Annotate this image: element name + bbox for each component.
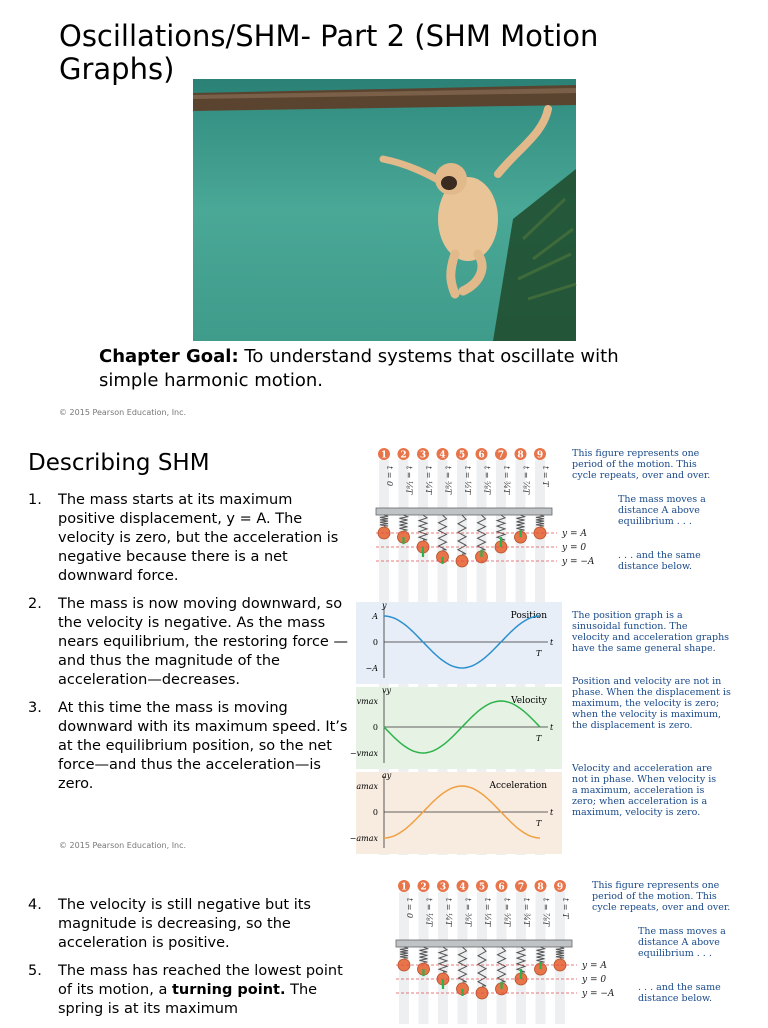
step-list bbox=[28, 896, 348, 1028]
step-number: 5 bbox=[458, 450, 466, 461]
step-number: 3 bbox=[439, 882, 447, 893]
figure-note: The mass moves a bbox=[638, 926, 726, 937]
acceleration-graph-tick-min: −amax bbox=[349, 834, 378, 843]
chapter-goal bbox=[99, 345, 659, 393]
position-graph-tick-zero: 0 bbox=[372, 638, 378, 647]
ceiling-bar bbox=[396, 940, 572, 947]
position-graph-t-label: t bbox=[550, 638, 554, 647]
mass-circle bbox=[554, 959, 566, 971]
step-number: 3 bbox=[419, 450, 427, 461]
slide-3 bbox=[0, 864, 768, 1024]
acceleration-graph-t-label: t bbox=[550, 808, 554, 817]
acceleration-graph-tick-zero: 0 bbox=[372, 808, 378, 817]
step-number: 6 bbox=[478, 450, 485, 461]
step-number: 6 bbox=[498, 882, 505, 893]
time-label: t = ⅞T bbox=[521, 466, 531, 495]
velocity-graph-period-label: T bbox=[536, 734, 542, 743]
figure-note: . . . and the same bbox=[618, 550, 701, 561]
list-item: 2. The mass is now moving downward, so the velocity is negative. As the mass nears equilibrium, the restoring force —and thus the magnitude of the acceleration—decreases. bbox=[28, 596, 348, 688]
figure-note: distance A above bbox=[638, 937, 720, 948]
chapter-goal-label: Chapter Goal: bbox=[99, 346, 239, 367]
slide-title: Describing SHM bbox=[28, 450, 210, 476]
time-label: t = ½T bbox=[483, 898, 492, 927]
step-number: 5 bbox=[478, 882, 486, 893]
slide-title: Oscillations/SHM- Part 2 (SHM Motion Graphs) bbox=[59, 19, 599, 86]
slide-2 bbox=[0, 432, 768, 864]
acceleration-graph-period-label: T bbox=[536, 819, 542, 828]
time-label: t = ⅝T bbox=[482, 466, 492, 495]
figure-note: Position and velocity are not in bbox=[572, 676, 722, 687]
time-label: t = T bbox=[541, 466, 550, 487]
step-number: 1 bbox=[400, 882, 408, 893]
figure-note: The mass moves a bbox=[618, 494, 706, 505]
figure-note: period of the motion. This bbox=[592, 891, 717, 902]
figure-note: a maximum, acceleration is bbox=[572, 785, 705, 796]
chapter-goal-text: To understand systems that oscillate with simple harmonic motion. bbox=[99, 346, 619, 391]
velocity-graph-tick-min: −vmax bbox=[349, 749, 378, 758]
figure-note: cycle repeats, over and over. bbox=[572, 470, 711, 481]
figure-note: sinusoidal function. The bbox=[572, 621, 688, 632]
step-list bbox=[28, 491, 348, 803]
reference-label: y = A bbox=[562, 529, 587, 539]
time-label: t = 0 bbox=[385, 466, 394, 487]
figure-note: This figure represents one bbox=[592, 880, 720, 891]
figure-note: maximum, velocity is zero. bbox=[572, 807, 701, 818]
copyright: © 2015 Pearson Education, Inc. bbox=[59, 408, 187, 417]
velocity-graph-axis-letter: vy bbox=[382, 686, 392, 695]
time-label: t = 0 bbox=[405, 898, 414, 919]
time-label: t = ¾T bbox=[522, 898, 531, 927]
step-number: 1 bbox=[380, 450, 388, 461]
figure-note: phase. When the displacement is bbox=[572, 687, 731, 698]
time-label: t = ¾T bbox=[502, 466, 511, 495]
acceleration-graph-axis-letter: ay bbox=[382, 771, 392, 780]
velocity-graph-tick-zero: 0 bbox=[372, 723, 378, 732]
slide-1 bbox=[0, 0, 768, 432]
step-number: 2 bbox=[400, 450, 407, 461]
step-number: 7 bbox=[517, 882, 525, 893]
ceiling-bar bbox=[376, 508, 552, 515]
velocity-graph-t-label: t bbox=[550, 723, 554, 732]
acceleration-graph-tick-max: amax bbox=[356, 782, 378, 791]
time-label: t = ¼T bbox=[424, 466, 433, 495]
figure-note: equilibrium . . . bbox=[618, 516, 692, 527]
reference-label: y = −A bbox=[562, 557, 595, 567]
list-item: 4. The velocity is still negative but its magnitude is decreasing, so the acceleration is positive. bbox=[28, 897, 311, 951]
reference-label: y = A bbox=[582, 961, 607, 971]
step-number: 9 bbox=[536, 450, 544, 461]
figure-note: equilibrium . . . bbox=[638, 948, 712, 959]
time-label: t = ⅛T bbox=[404, 466, 414, 495]
step-number: 8 bbox=[517, 450, 524, 461]
step-number: 7 bbox=[497, 450, 505, 461]
time-label: t = ⅞T bbox=[541, 898, 551, 927]
step-number: 8 bbox=[537, 882, 544, 893]
time-label: t = ⅜T bbox=[443, 466, 453, 495]
time-label: t = ⅜T bbox=[463, 898, 473, 927]
mass-circle bbox=[534, 527, 546, 539]
list-item: 3. At this time the mass is moving downward with its maximum speed. It’s at the equilibrium position, so the net force—and thus the acceleration—is zero. bbox=[28, 700, 348, 792]
time-label: t = ⅛T bbox=[424, 898, 434, 927]
position-graph-tick-min: −A bbox=[365, 664, 378, 673]
reference-label: y = −A bbox=[582, 989, 615, 999]
figure-note: period of the motion. This bbox=[572, 459, 697, 470]
step-number: 2 bbox=[420, 882, 427, 893]
copyright: © 2015 Pearson Education, Inc. bbox=[59, 841, 187, 850]
time-label: t = ⅝T bbox=[502, 898, 512, 927]
figure-note: distance below. bbox=[618, 561, 693, 572]
position-graph-axis-letter: y bbox=[382, 601, 387, 610]
position-graph-title: Position bbox=[510, 611, 547, 621]
figure-note: . . . and the same bbox=[638, 982, 721, 993]
shm-motion-figure bbox=[372, 878, 732, 1024]
time-label: t = ¼T bbox=[444, 898, 453, 927]
figure-note: This figure represents one bbox=[572, 448, 700, 459]
step-number: 9 bbox=[556, 882, 564, 893]
position-graph-tick-max: A bbox=[372, 612, 378, 621]
gibbon-photo bbox=[193, 79, 576, 341]
figure-note: distance A above bbox=[618, 505, 700, 516]
velocity-graph-title: Velocity bbox=[511, 696, 547, 706]
time-label: t = T bbox=[561, 898, 570, 919]
figure-note: when the velocity is maximum, bbox=[572, 709, 722, 720]
list-item: 5. The mass has reached the lowest point of its motion, a turning point. The spring is at its maximum bbox=[28, 963, 343, 1017]
step-number: 4 bbox=[439, 450, 446, 461]
figure-note: have the same general shape. bbox=[572, 643, 716, 654]
figure-note: the displacement is zero. bbox=[572, 720, 693, 731]
reference-label: y = 0 bbox=[562, 543, 587, 553]
figure-note: The position graph is a bbox=[572, 610, 683, 621]
shm-motion-figure bbox=[349, 446, 731, 856]
figure-note: not in phase. When velocity is bbox=[572, 774, 717, 785]
velocity-graph-tick-max: vmax bbox=[356, 697, 378, 706]
figure-note: zero; when acceleration is a bbox=[572, 796, 708, 807]
position-graph-period-label: T bbox=[536, 649, 542, 658]
figure-note: distance below. bbox=[638, 993, 713, 1004]
list-item: 1. The mass starts at its maximum positive displacement, y = A. The velocity is zero, but the acceleration is negative because there is a net downward force. bbox=[28, 492, 339, 584]
figure-note: cycle repeats, over and over. bbox=[592, 902, 731, 913]
reference-label: y = 0 bbox=[582, 975, 607, 985]
figure-note: Velocity and acceleration are bbox=[572, 763, 713, 774]
time-label: t = ½T bbox=[463, 466, 472, 495]
step-number: 4 bbox=[459, 882, 466, 893]
figure-note: velocity and acceleration graphs bbox=[572, 632, 730, 643]
acceleration-graph-title: Acceleration bbox=[489, 781, 547, 791]
figure-note: maximum, the velocity is zero; bbox=[572, 698, 720, 709]
